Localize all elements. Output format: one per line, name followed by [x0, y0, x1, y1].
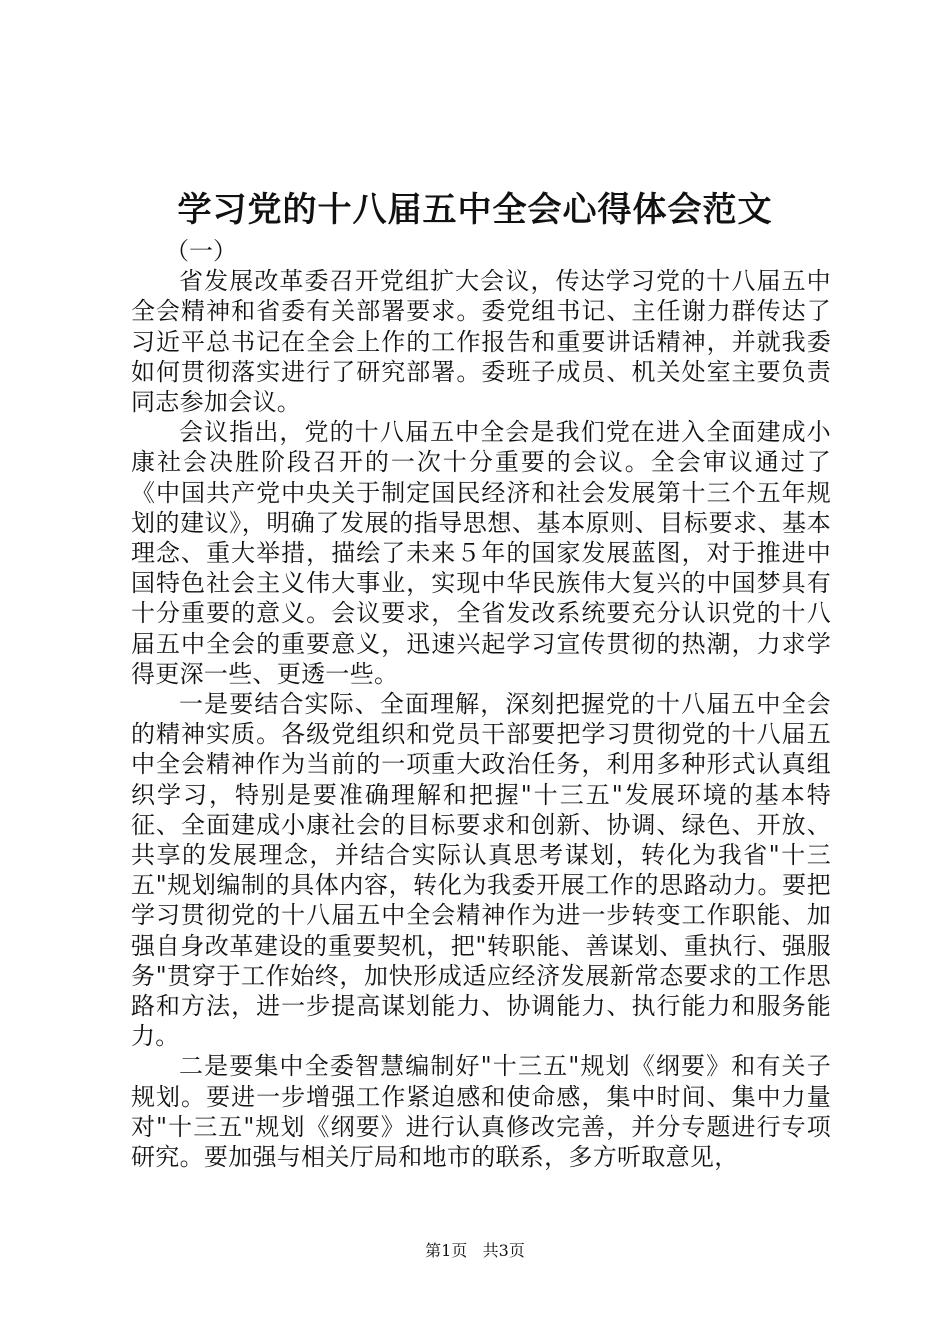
page-footer	[0, 1240, 950, 1262]
page-number: 第1页	[425, 1241, 468, 1260]
document-title: 学习党的十八届五中全会心得体会范文	[177, 190, 773, 230]
paragraph-1: 省发展改革委召开党组扩大会议，传达学习党的十八届五中全会精神和省委有关部署要求。委党组书记、主任谢力群传达了习近平总书记在全会上作的工作报告和重要讲话精神，并就我委如何贯彻落实进行了研究部署。委班子成员、机关处室主要负责同志参加会议。	[131, 267, 831, 417]
document-body	[131, 236, 831, 1172]
page-total: 共3页	[482, 1241, 525, 1260]
paragraph-3: 一是要结合实际、全面理解，深刻把握党的十八届五中全会的精神实质。各级党组织和党员干部要把学习贯彻党的十八届五中全会精神作为当前的一项重大政治任务，利用多种形式认真组织学习，特别是要准确理解和把握"十三五"发展环境的基本特征、全面建成小康社会的目标要求和创新、协调、绿色、开放、共享的发展理念，并结合实际认真思考谋划，转化为我省"十三五"规划编制的具体内容，转化为我委开展工作的思路动力。要把学习贯彻党的十八届五中全会精神作为进一步转变工作职能、加强自身改革建设的重要契机，把"转职能、善谋划、重执行、强服务"贯穿于工作始终，加快形成适应经济发展新常态要求的工作思路和方法，进一步提高谋划能力、协调能力、执行能力和服务能力。	[131, 690, 831, 1051]
paragraph-4: 二是要集中全委智慧编制好"十三五"规划《纲要》和有关子规划。要进一步增强工作紧迫感和使命感，集中时间、集中力量对"十三五"规划《纲要》进行认真修改完善，并分专题进行专项研究。要加强与相关厅局和地市的联系，多方听取意见，	[131, 1052, 831, 1172]
paragraph-2: 会议指出，党的十八届五中全会是我们党在进入全面建成小康社会决胜阶段召开的一次十分重要的会议。全会审议通过了《中国共产党中央关于制定国民经济和社会发展第十三个五年规划的建议》，明确了发展的指导思想、基本原则、目标要求、基本理念、重大举措，描绘了未来５年的国家发展蓝图，对于推进中国特色社会主义伟大事业，实现中华民族伟大复兴的中国梦具有十分重要的意义。会议要求，全省发改系统要充分认识党的十八届五中全会的重要意义，迅速兴起学习宣传贯彻的热潮，力求学得更深一些、更透一些。	[131, 418, 831, 688]
section-label: （一）	[165, 237, 237, 265]
